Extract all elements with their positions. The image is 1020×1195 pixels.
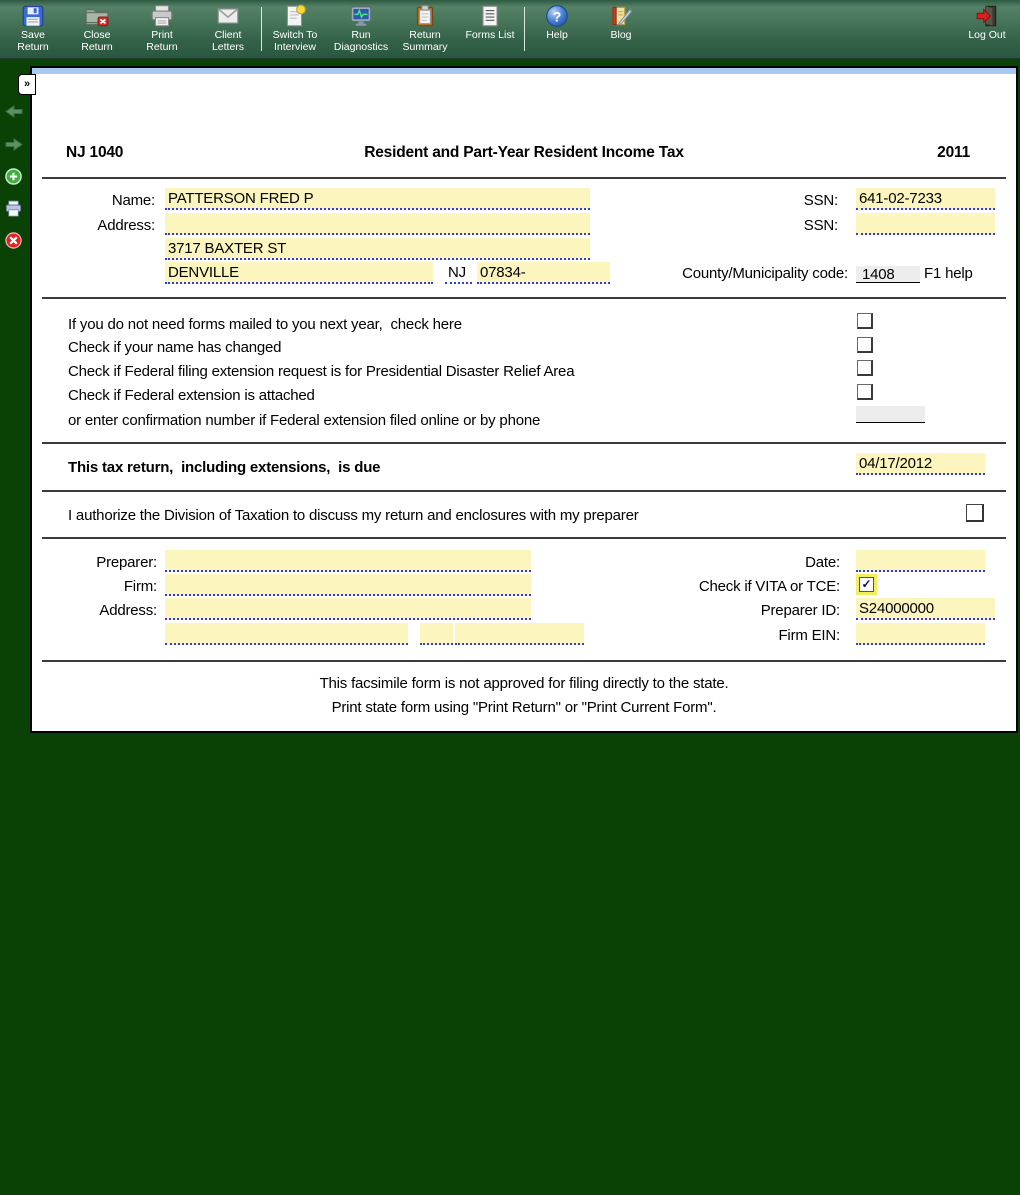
authorize-preparer-checkbox[interactable] <box>966 504 984 522</box>
option-line: Check if your name has changed <box>68 339 282 356</box>
spouse-ssn-field[interactable] <box>856 213 995 235</box>
interview-page-icon <box>282 3 308 29</box>
button-label: Summary <box>402 41 448 53</box>
return-summary-button[interactable] <box>392 3 458 57</box>
logout-door-icon <box>974 3 1000 29</box>
facsimile-notice-line2: Print state form using "Print Return" or "Print Current Form". <box>331 699 717 716</box>
preparer-date-field[interactable] <box>856 550 985 572</box>
close-return-button[interactable] <box>65 3 129 57</box>
folder-close-icon <box>84 3 110 29</box>
button-label: Return <box>17 41 49 53</box>
log-out-button[interactable] <box>956 3 1018 57</box>
firm-name-field[interactable] <box>165 574 531 596</box>
firm-ein-field[interactable] <box>856 623 985 645</box>
forms-list-icon <box>477 3 503 29</box>
name-changed-checkbox[interactable] <box>857 337 873 353</box>
button-label: Diagnostics <box>333 41 389 53</box>
vita-tce-checkbox[interactable]: ✓ <box>859 577 874 592</box>
divider <box>42 660 1006 662</box>
ssn-field[interactable]: 641-02-7233 <box>856 188 995 210</box>
preparer-id-label: Preparer ID: <box>760 602 840 619</box>
city-field[interactable]: DENVILLE <box>165 262 433 284</box>
button-label: Letters <box>211 41 245 53</box>
federal-extension-attached-checkbox[interactable] <box>857 384 873 400</box>
divider <box>42 537 1006 539</box>
state-field[interactable]: NJ <box>445 262 472 284</box>
button-label: Return <box>81 41 113 53</box>
add-form-icon[interactable] <box>5 168 22 190</box>
clipboard-icon <box>412 3 438 29</box>
firm-label: Firm: <box>123 578 157 595</box>
preparer-name-field[interactable] <box>165 550 531 572</box>
preparer-zip-field[interactable] <box>455 623 584 645</box>
form-year: 2011 <box>937 144 970 161</box>
form-top-strip <box>32 68 1016 74</box>
print-return-button[interactable] <box>130 3 194 57</box>
option-line: or enter confirmation number if Federal extension filed online or by phone <box>68 412 541 429</box>
button-label: Client <box>214 29 242 41</box>
divider <box>42 177 1006 179</box>
due-date-field[interactable]: 04/17/2012 <box>856 453 985 475</box>
form-id: NJ 1040 <box>66 144 124 161</box>
preparer-address-field[interactable] <box>165 598 531 620</box>
save-return-button[interactable] <box>1 3 65 57</box>
blog-button[interactable] <box>590 3 652 57</box>
name-label: Name: <box>111 192 155 209</box>
toolbar-separator <box>524 7 525 51</box>
option-line: Check if Federal extension is attached <box>68 387 315 404</box>
switch-to-interview-button[interactable] <box>262 3 328 57</box>
floppy-disk-icon <box>20 3 46 29</box>
firm-ein-label: Firm EIN: <box>778 627 840 644</box>
printer-icon <box>149 3 175 29</box>
back-arrow-icon[interactable] <box>5 105 23 123</box>
divider <box>42 297 1006 299</box>
f1-help-text: F1 help <box>924 265 973 282</box>
diagnostics-monitor-icon <box>348 3 374 29</box>
panel-expander-tab[interactable]: » <box>18 74 36 95</box>
button-label: Save <box>21 29 45 41</box>
disaster-relief-checkbox[interactable] <box>857 360 873 376</box>
authorize-preparer-label: I authorize the Division of Taxation to discuss my return and enclosures with my preparer <box>68 507 639 524</box>
close-form-icon[interactable] <box>5 232 22 254</box>
option-line: Check if Federal filing extension request is for Presidential Disaster Relief Area <box>68 363 575 380</box>
button-label: Return <box>146 41 178 53</box>
button-label: Forms List <box>465 29 515 41</box>
client-letters-button[interactable] <box>196 3 260 57</box>
button-label: Log Out <box>968 29 1006 41</box>
ssn-label: SSN: <box>803 192 838 209</box>
preparer-date-label: Date: <box>805 554 840 571</box>
envelope-icon <box>215 3 241 29</box>
address-line2-field[interactable] <box>165 213 590 235</box>
due-date-label: This tax return, including extensions, is due <box>68 459 381 476</box>
forms-list-button[interactable] <box>457 3 523 57</box>
forward-arrow-icon[interactable] <box>5 138 23 156</box>
spouse-ssn-label: SSN: <box>803 217 838 234</box>
button-label: Interview <box>273 41 316 53</box>
button-label: Switch To <box>272 29 318 41</box>
address-label: Address: <box>97 217 155 234</box>
nj1040-form-panel <box>30 66 1018 733</box>
print-form-icon[interactable] <box>4 200 23 223</box>
blog-icon <box>608 3 634 29</box>
preparer-address-label: Address: <box>99 602 157 619</box>
svg-text:?: ? <box>552 8 562 25</box>
option-line: If you do not need forms mailed to you next year, check here <box>68 316 462 333</box>
vita-tce-label: Check if VITA or TCE: <box>698 578 840 595</box>
button-label: Return <box>409 29 441 41</box>
button-label: Run <box>351 29 371 41</box>
no-forms-mailed-checkbox[interactable] <box>857 313 873 329</box>
divider <box>42 490 1006 492</box>
county-code-label: County/Municipality code: <box>682 265 848 282</box>
name-field[interactable]: PATTERSON FRED P <box>165 188 590 210</box>
zip-field[interactable]: 07834- <box>477 262 610 284</box>
facsimile-notice-line1: This facsimile form is not approved for filing directly to the state. <box>319 675 729 692</box>
preparer-label: Preparer: <box>96 554 157 571</box>
preparer-state-field[interactable] <box>420 623 453 645</box>
county-code-field[interactable]: 1408 <box>856 266 920 283</box>
help-icon <box>544 3 570 29</box>
button-label: Print <box>151 29 173 41</box>
divider <box>42 442 1006 444</box>
run-diagnostics-button[interactable] <box>328 3 394 57</box>
preparer-city-field[interactable] <box>165 623 408 645</box>
preparer-id-field[interactable]: S24000000 <box>856 598 995 620</box>
street-field[interactable]: 3717 BAXTER ST <box>165 238 590 260</box>
toolbar <box>0 0 1020 59</box>
form-title: Resident and Part-Year Resident Income Tax <box>364 144 684 161</box>
confirmation-number-field[interactable] <box>856 406 925 423</box>
help-button[interactable] <box>526 3 588 57</box>
button-label: Close <box>83 29 111 41</box>
button-label: Blog <box>610 29 632 41</box>
button-label: Help <box>546 29 568 41</box>
